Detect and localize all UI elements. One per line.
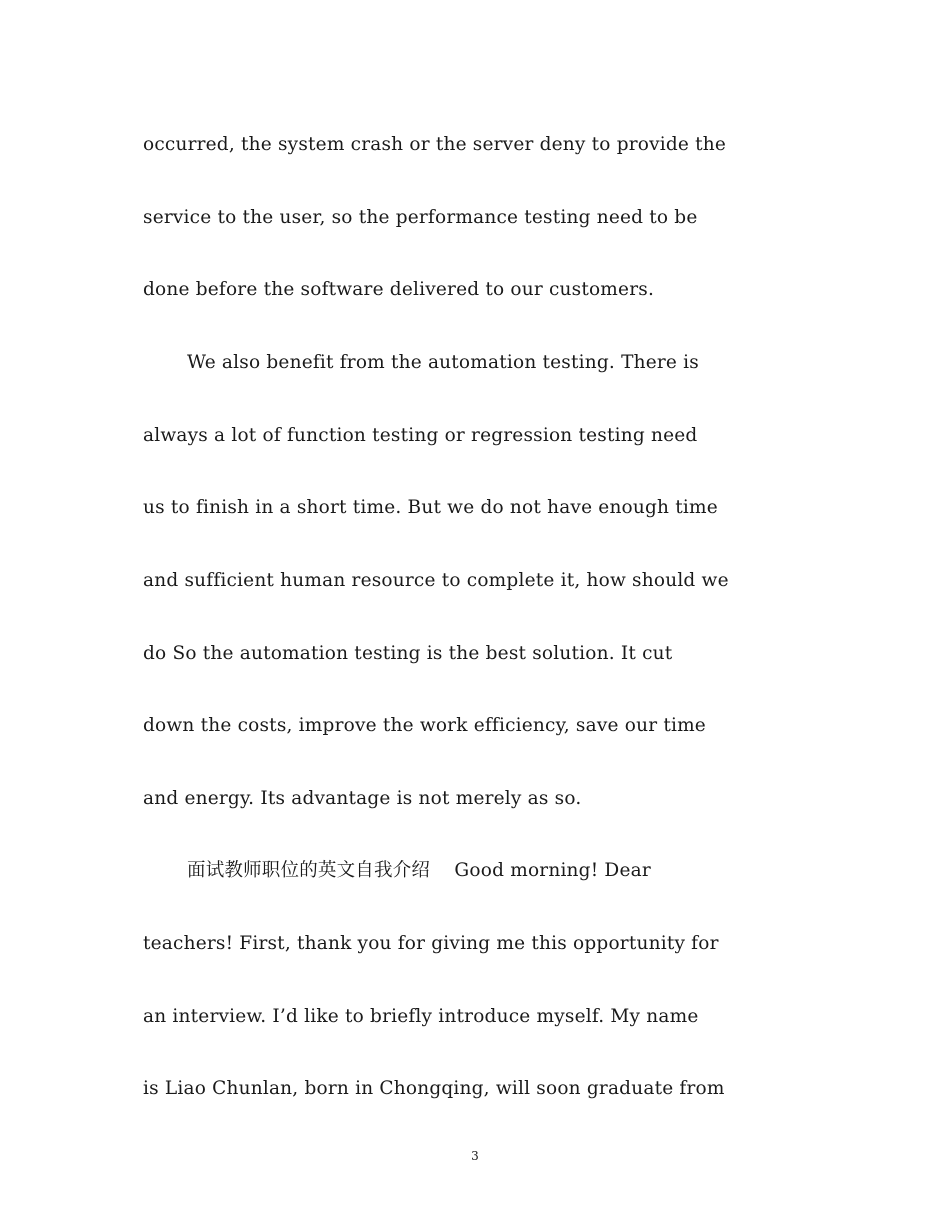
page-number: 3	[471, 1149, 479, 1163]
text-line: and sufficient human resource to complete it, how should we	[143, 570, 729, 591]
text-line: do So the automation testing is the best solution. It cut	[143, 643, 673, 664]
text-line: and energy. Its advantage is not merely as so.	[143, 788, 582, 809]
text-line: an interview. I’d like to briefly introduce myself. My name	[143, 1006, 699, 1027]
paragraph-start-line: We also benefit from the automation testing. There is	[187, 352, 699, 373]
text-line: is Liao Chunlan, born in Chongqing, will soon graduate from	[143, 1078, 725, 1099]
text-line: occurred, the system crash or the server deny to provide the	[143, 134, 727, 155]
text-line: us to finish in a short time. But we do not have enough time	[143, 497, 718, 518]
text-line: service to the user, so the performance testing need to be	[143, 207, 698, 228]
text-line: teachers! First, thank you for giving me this opportunity for	[143, 933, 719, 954]
text-line: always a lot of function testing or regression testing need	[143, 425, 698, 446]
text-line: down the costs, improve the work efficiency, save our time	[143, 715, 706, 736]
text-line: done before the software delivered to our customers.	[143, 279, 655, 300]
section-heading-line: 面试教师职位的英文自我介绍 Good morning! Dear	[187, 860, 651, 881]
